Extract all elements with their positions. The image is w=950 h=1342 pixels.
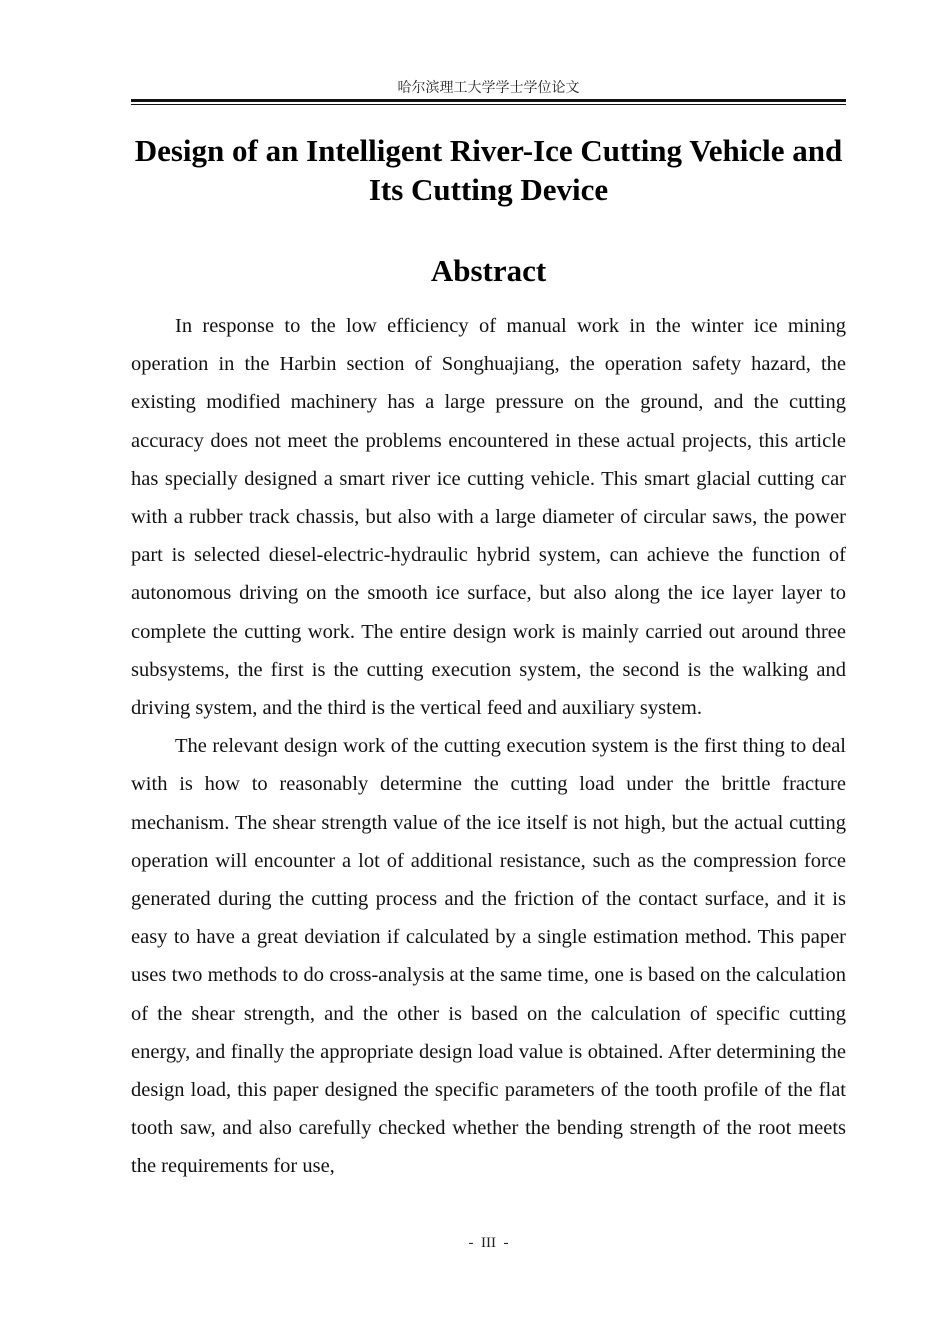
running-header: 哈尔滨理工大学学士学位论文 [397,80,580,96]
header-rule [131,99,846,102]
header-rule-thin [131,104,846,105]
abstract-paragraph-2: The relevant design work of the cutting execution system is the first thing to deal with is how to reasonably determine the cutting load under the brittle fracture mechanism. The shear strength value of the ice itself is not high, but the actual cutting operation will encounter a lot of additional resistance, such as the compression force generated during the cutting process and the friction of the contact surface, and it is easy to have a great deviation if calculated by a single estimation method. This paper uses two methods to do cross-analysis at the same time, one is based on the calculation of the shear strength, and the other is based on the calculation of specific cutting energy, and finally the appropriate design load value is obtained. After determining the design load, this paper designed the specific parameters of the tooth profile of the flat tooth saw, and also carefully checked whether the bending strength of the root meets the requirements for use, [131,735,846,1178]
abstract-paragraph-1: In response to the low efficiency of manual work in the winter ice mining operation in the Harbin section of Songhuajiang, the operation safety hazard, the existing modified machinery has a large pressure on the ground, and the cutting accuracy does not meet the problems encountered in these actual projects, this article has specially designed a smart river ice cutting vehicle. This smart glacial cutting car with a rubber track chassis, but also with a large diameter of circular saws, the power part is selected diesel-electric-hydraulic hybrid system, can achieve the function of autonomous driving on the smooth ice surface, but also along the ice layer layer to complete the cutting work. The entire design work is mainly carried out around three subsystems, the first is the cutting execution system, the second is the walking and driving system, and the third is the vertical feed and auxiliary system. [131,315,846,720]
document-title: Design of an Intelligent River-Ice Cutting Vehicle and Its Cutting Device [134,133,843,207]
page-number: - III - [468,1235,509,1251]
abstract-heading: Abstract [430,253,547,288]
abstract-body [131,307,846,1186]
